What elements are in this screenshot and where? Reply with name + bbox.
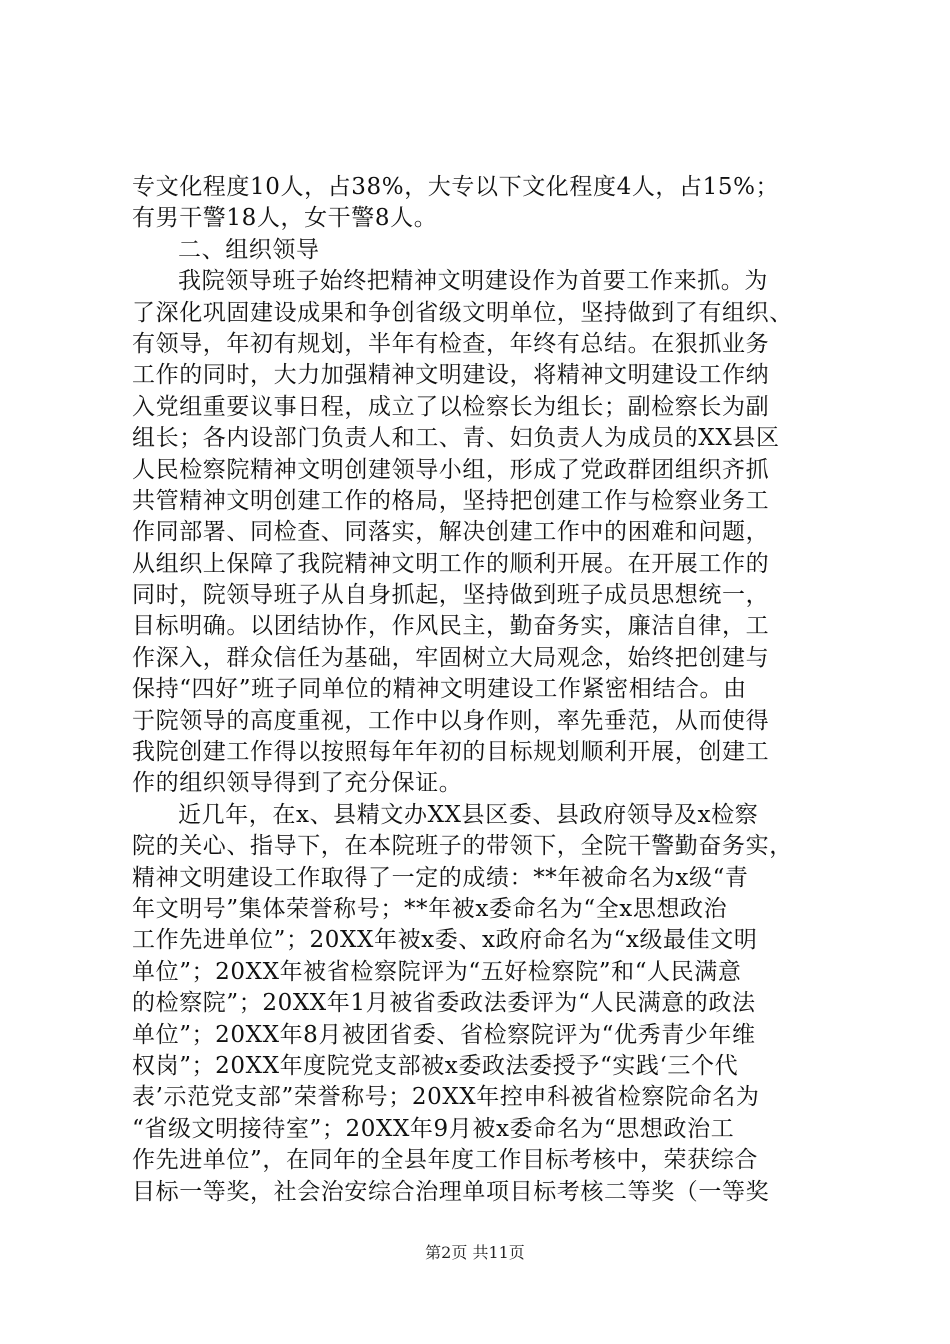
text-line: 作同部署、同检查、同落实，解决创建工作中的困难和问题， [132,519,770,546]
text-line: 单位”；20XX年8月被团省委、省检察院评为“优秀青少年维 [132,1021,756,1048]
text-line: 了深化巩固建设成果和争创省级文明单位，坚持做到了有组织、 [132,299,793,326]
text-line: 从组织上保障了我院精神文明工作的顺利开展。在开展工作的 [132,550,770,577]
text-line: 有男干警18人，女干警8人。 [132,205,438,232]
page-number-footer: 第2页 共11页 [425,1243,525,1262]
text-line: 于院领导的高度重视，工作中以身作则，率先垂范，从而使得 [132,707,770,734]
text-line: 入党组重要议事日程，成立了以检察长为组长；副检察长为副 [132,393,770,420]
text-line: 人民检察院精神文明创建领导小组，形成了党政群团组织齐抓 [132,456,770,483]
text-line: 年文明号”集体荣誉称号；**年被x委命名为“全x思想政治 [132,895,728,922]
text-line: 精神文明建设工作取得了一定的成绩：**年被命名为x级“青 [132,864,749,891]
text-line: 专文化程度10人，占38%，大专以下文化程度4人，占15%； [132,174,780,200]
text-line: 工作的同时，大力加强精神文明建设，将精神文明建设工作纳 [132,362,770,389]
text-line: 我院创建工作得以按照每年年初的目标规划顺利开展，创建工 [132,739,770,766]
text-line: 作的组织领导得到了充分保证。 [132,770,463,797]
text-line: 同时，院领导班子从自身抓起，坚持做到班子成员思想统一， [132,582,770,609]
section-heading: 二、组织领导 [178,236,320,263]
text-line: 作深入，群众信任为基础，牢固树立大局观念，始终把创建与 [132,644,770,671]
text-line: 院的关心、指导下，在本院班子的带领下，全院干警勤奋务实， [132,833,793,860]
text-line: 我院领导班子始终把精神文明建设作为首要工作来抓。为 [178,268,768,295]
text-line: 作先进单位”，在同年的全县年度工作目标考核中，荣获综合 [132,1147,758,1174]
text-line: “省级文明接待室”；20XX年9月被x委命名为“思想政治工 [132,1115,735,1142]
text-line: 组长；各内设部门负责人和工、青、妇负责人为成员的XX县区 [132,425,780,452]
document-body [132,172,822,1208]
text-line: 单位”；20XX年被省检察院评为“五好检察院”和“人民满意 [132,958,742,985]
text-line: 的检察院”；20XX年1月被省委政法委评为“人民满意的政法 [132,990,756,1017]
text-line: 目标明确。以团结协作，作风民主，勤奋务实，廉洁自律，工 [132,613,770,640]
text-line: 近几年，在x、县精文办XX县区委、县政府领导及x检察 [178,801,759,828]
text-line: 有领导，年初有规划，半年有检查，年终有总结。在狠抓业务 [132,330,770,357]
text-line: 权岗”；20XX年度院党支部被x委政法委授予“实践‘三个代 [132,1052,739,1079]
text-line: 目标一等奖，社会治安综合治理单项目标考核二等奖（一等奖 [132,1178,770,1205]
text-line: 共管精神文明创建工作的格局，坚持把创建工作与检察业务工 [132,487,770,514]
text-line: 表’示范党支部”荣誉称号；20XX年控申科被省检察院命名为 [132,1084,760,1111]
text-line: 工作先进单位”；20XX年被x委、x政府命名为“x级最佳文明 [132,927,758,954]
text-line: 保持“四好”班子同单位的精神文明建设工作紧密相结合。由 [132,676,747,703]
